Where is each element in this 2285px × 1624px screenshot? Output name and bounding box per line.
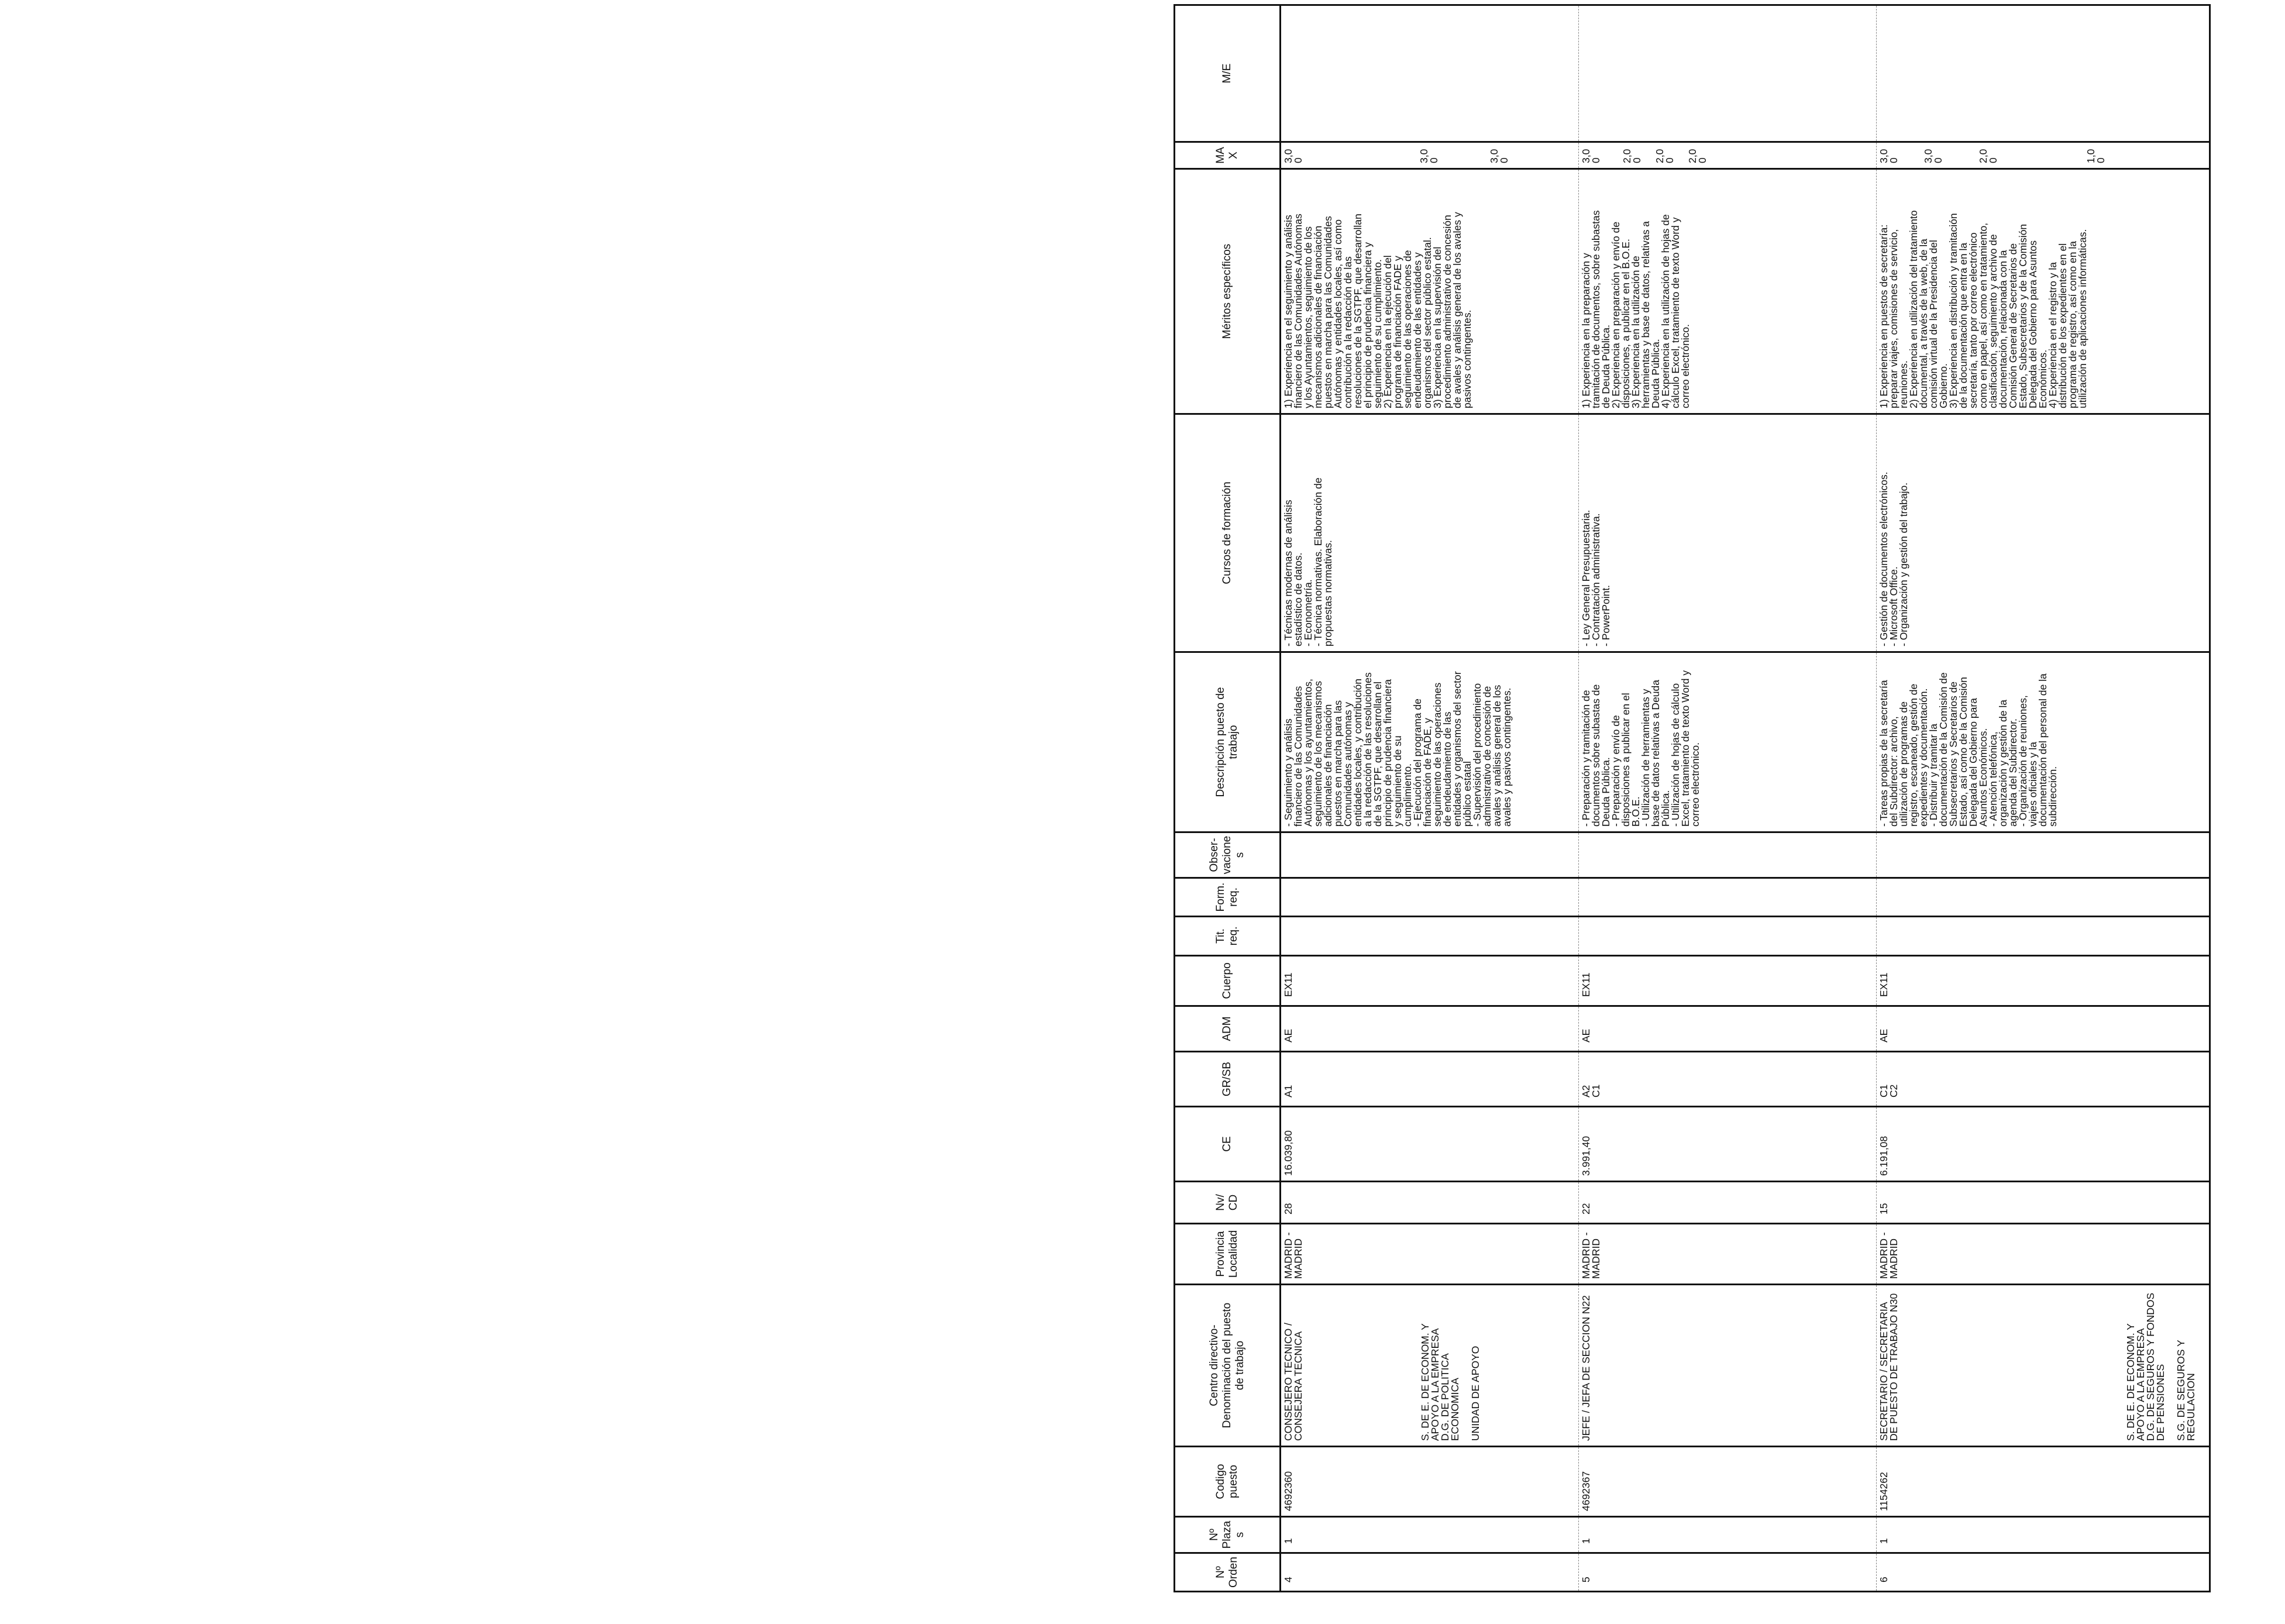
cell-orden: 6 bbox=[1877, 1553, 2210, 1592]
cell-obs bbox=[1281, 832, 1579, 878]
cell-provincia: MADRID - MADRID bbox=[1877, 1224, 2210, 1285]
cell-provincia: MADRID - MADRID bbox=[1281, 1224, 1579, 1285]
cell-grupo: A1 bbox=[1281, 1052, 1579, 1107]
max-value: 3,00 bbox=[1922, 149, 1944, 163]
header-provincia: Provincia Localidad bbox=[1175, 1224, 1281, 1285]
header-centro: Centro directivo- Denominación del puesto de trabajo bbox=[1175, 1285, 1281, 1447]
cell-form bbox=[1877, 878, 2210, 917]
max-value: 2,00 bbox=[1621, 149, 1643, 163]
cell-provincia: MADRID - MADRID bbox=[1579, 1224, 1877, 1285]
spacer bbox=[1303, 146, 1419, 163]
spacer bbox=[1998, 146, 2086, 163]
cell-centro bbox=[1281, 1285, 1579, 1447]
rotated-table-wrapper bbox=[1174, 6, 2285, 1592]
cell-cursos: - Gestión de documentos electrónicos. - Microsoft Office. - Organización y gestión del trabajo. bbox=[1877, 414, 2210, 652]
spacer bbox=[1943, 146, 1978, 163]
max-value: 2,00 bbox=[1654, 149, 1675, 163]
cell-ce: 3.991,40 bbox=[1579, 1107, 1877, 1182]
cell-obs bbox=[1579, 832, 1877, 878]
cell-cursos: - Técnicas modernas de análisis estadístico de datos. - Econometría. - Técnica normativas. Elaboración de propuestas normativas. bbox=[1281, 414, 1579, 652]
cell-me bbox=[1579, 5, 1877, 142]
table-row bbox=[1579, 5, 1877, 1592]
max-value: 2,00 bbox=[1687, 149, 1708, 163]
cell-nivel: 15 bbox=[1877, 1182, 2210, 1224]
cell-centro bbox=[1877, 1285, 2210, 1447]
cell-centro: JEFE / JEFA DE SECCION N22 bbox=[1579, 1285, 1877, 1447]
cell-plazas: 1 bbox=[1877, 1517, 2210, 1553]
header-orden: Nº Orden bbox=[1175, 1553, 1281, 1592]
centro-next-unidad: UNIDAD DE APOYO bbox=[1470, 1346, 1481, 1441]
cell-nivel: 22 bbox=[1579, 1182, 1877, 1224]
spacer bbox=[1642, 146, 1655, 163]
cell-me bbox=[1877, 5, 2210, 142]
job-positions-table bbox=[1174, 4, 2211, 1592]
cell-cuerpo: EX11 bbox=[1281, 956, 1579, 1006]
cell-plazas: 1 bbox=[1281, 1517, 1579, 1553]
max-value: 3,00 bbox=[1878, 149, 1899, 163]
cell-adm: AE bbox=[1877, 1006, 2210, 1052]
header-codigo: Codigo puesto bbox=[1175, 1447, 1281, 1517]
max-value: 3,00 bbox=[1282, 149, 1304, 163]
header-meritos: Méritos específicos bbox=[1175, 169, 1281, 414]
cell-orden: 4 bbox=[1281, 1553, 1579, 1592]
header-form: Form. req. bbox=[1175, 878, 1281, 917]
max-value: 2,00 bbox=[1977, 149, 1999, 163]
cell-descripcion: - Tareas propias de la secretaría del Subdirector: archivo, utilización de programas de registro, escaneado, gestión de expedientes y documentación. - Distribuir y tramitar la documentación de la Comisión de Subsecretarios y Secretarios de Estado, así como de la Comisión Delegada del Gobierno para Asuntos Económicos. - Atención telefónica, organización y gestión de la agenda del Subdirector. - Organización de reuniones, viajes oficiales y la documentación del personal de la subdirección. bbox=[1877, 652, 2210, 832]
cell-max bbox=[1281, 142, 1579, 169]
max-value: 1,00 bbox=[2085, 149, 2107, 163]
header-adm: ADM bbox=[1175, 1006, 1281, 1052]
centro-next-directivo: S. DE E. DE ECONOM. Y APOYO A LA EMPRESA D.G. DE SEGUROS Y FONDOS DE PENSIONES bbox=[2125, 1292, 2166, 1441]
table-row bbox=[1281, 5, 1579, 1592]
header-me: M/E bbox=[1175, 5, 1281, 142]
header-ce: CE bbox=[1175, 1107, 1281, 1182]
header-plazas: Nº Plazas bbox=[1175, 1517, 1281, 1553]
centro-next-unidad: S.G. DE SEGUROS Y REGULACION bbox=[2175, 1340, 2197, 1441]
cell-cuerpo: EX11 bbox=[1877, 956, 2210, 1006]
cell-ce: 16.039,80 bbox=[1281, 1107, 1579, 1182]
cell-plazas: 1 bbox=[1579, 1517, 1877, 1553]
cell-tit bbox=[1579, 917, 1877, 956]
cell-codigo: 1154262 bbox=[1877, 1447, 2210, 1517]
cell-codigo: 4692360 bbox=[1281, 1447, 1579, 1517]
header-max: MAX bbox=[1175, 142, 1281, 169]
cell-meritos: 1) Experiencia en puestos de secretaría: preparar viajes, comisiones de servicio, reuniones. 2) Experiencia en utilización del tratamiento documental, a través de la web, de la comisión virtual de la Presidencia del Gobierno. 3) Experiencia en distribución y tramitación de la documentación que entra en la secretaría, tanto por correo electrónico como en papel, así como en tratamiento, clasificación, seguimiento y archivo de documentación, relacionada con la Comisión General de Secretarios de Estado, Subsecretarios y de la Comisión Delegada del Gobierno para Asuntos Económicos. 4) Experiencia en el registro y la distribución de los expedientes en el programa de registro, así como en la utilización de aplicaciones informáticas. bbox=[1877, 169, 2210, 414]
header-nivel: Nv/ CD bbox=[1175, 1182, 1281, 1224]
cell-descripcion: - Seguimiento y análisis financiero de las Comunidades Autónomas y los ayuntamientos, seguimiento de los mecanismos adicionales de financiación puestos en marcha para las Comunidades autónomas y entidades locales, y contribución a la redacción de las resoluciones de la SGTPF, que desarrollan el principio de prudencia financiera y seguimiento de su cumplimiento. - Ejecución del programa de financiación de FADE, y seguimiento de las operaciones de endeudamiento de las entidades y organismos del sector público estatal - Supervisión del procedimiento administrativo de concesión de avales y análisis general de los avales y pasivos contingentes. bbox=[1281, 652, 1579, 832]
header-grupo: GR/SB bbox=[1175, 1052, 1281, 1107]
cell-obs bbox=[1877, 832, 2210, 878]
spacer bbox=[1675, 146, 1688, 163]
cell-orden: 5 bbox=[1579, 1553, 1877, 1592]
spacer bbox=[1899, 146, 1923, 163]
cell-cursos: - Ley General Presupuestaria. - Contratación administrativa. - PowerPoint. bbox=[1579, 414, 1877, 652]
cell-ce: 6.191,08 bbox=[1877, 1107, 2210, 1182]
cell-max bbox=[1579, 142, 1877, 169]
max-value: 3,00 bbox=[1580, 149, 1602, 163]
cell-nivel: 28 bbox=[1281, 1182, 1579, 1224]
spacer bbox=[1439, 146, 1489, 163]
cell-adm: AE bbox=[1281, 1006, 1579, 1052]
header-cursos: Cursos de formación bbox=[1175, 414, 1281, 652]
header-tit: Tit. req. bbox=[1175, 917, 1281, 956]
centro-next-directivo: S. DE E. DE ECONOM. Y APOYO A LA EMPRESA D.G. DE POLITICA ECONOMICA bbox=[1419, 1323, 1461, 1441]
centro-denominacion: CONSEJERO TECNICO / CONSEJERA TECNICA bbox=[1282, 1323, 1304, 1441]
cell-meritos: 1) Experiencia en la preparación y tramitación de documentos, sobre subastas de Deuda Pública. 2) Experiencia en preparación y envío de disposiciones, a publicar en el B.O.E. 3) Experiencia en la utilización de herramientas y base de datos, relativas a Deuda Pública. 4) Experiencia en la utilización de hojas de cálculo Excel, tratamiento de texto Word y correo electrónico. bbox=[1579, 169, 1877, 414]
table-row bbox=[1877, 5, 2210, 1592]
cell-tit bbox=[1877, 917, 2210, 956]
header-descripcion: Descripción puesto de trabajo bbox=[1175, 652, 1281, 832]
cell-form bbox=[1579, 878, 1877, 917]
cell-codigo: 4692367 bbox=[1579, 1447, 1877, 1517]
cell-form bbox=[1281, 878, 1579, 917]
cell-meritos: 1) Experiencia en el seguimiento y análisis financiero de las Comunidades Autónomas y los Ayuntamientos, seguimiento de los mecanismos adicionales de financiación puestos en marcha para las Comunidades Autónomas y entidades locales, así como contribución a la redacción de las resoluciones de la SGTPF, que desarrollan el principio de prudencia financiera y seguimiento de su cumplimiento. 2) Experiencia en la ejecución del programa de financiación FADE y seguimiento de las operaciones de endeudamiento de las entidades y organismos del sector público estatal. 3) Experiencia en la supervisión del procedimiento administrativo de concesión de avales y análisis general de los avales y pasivos contingentes. bbox=[1281, 169, 1579, 414]
cell-max bbox=[1877, 142, 2210, 169]
spacer bbox=[1601, 146, 1622, 163]
header-cuerpo: Cuerpo bbox=[1175, 956, 1281, 1006]
centro-denominacion: SECRETARIO / SECRETARIA DE PUESTO DE TRABAJO N30 bbox=[1878, 1293, 1899, 1441]
cell-adm: AE bbox=[1579, 1006, 1877, 1052]
cell-grupo: A2 C1 bbox=[1579, 1052, 1877, 1107]
max-value: 3,00 bbox=[1488, 149, 1510, 163]
header-row bbox=[1175, 5, 1281, 1592]
cell-cuerpo: EX11 bbox=[1579, 956, 1877, 1006]
spacer bbox=[1899, 1289, 2126, 1441]
spacer bbox=[1303, 1289, 1420, 1441]
cell-descripcion: - Preparación y tramitación de documentos sobre subastas de Deuda Pública. - Preparación y envío de disposiciones a publicar en el B.O.E. - Utilización de herramientas y base de datos relativas a Deuda Pública. - Utilización de hojas de cálculo Excel, tratamiento de texto Word y correo electrónico. bbox=[1579, 652, 1877, 832]
header-obs: Obser- vaciones bbox=[1175, 832, 1281, 878]
max-value: 3,00 bbox=[1418, 149, 1440, 163]
cell-me bbox=[1281, 5, 1579, 142]
cell-tit bbox=[1281, 917, 1579, 956]
cell-grupo: C1 C2 bbox=[1877, 1052, 2210, 1107]
